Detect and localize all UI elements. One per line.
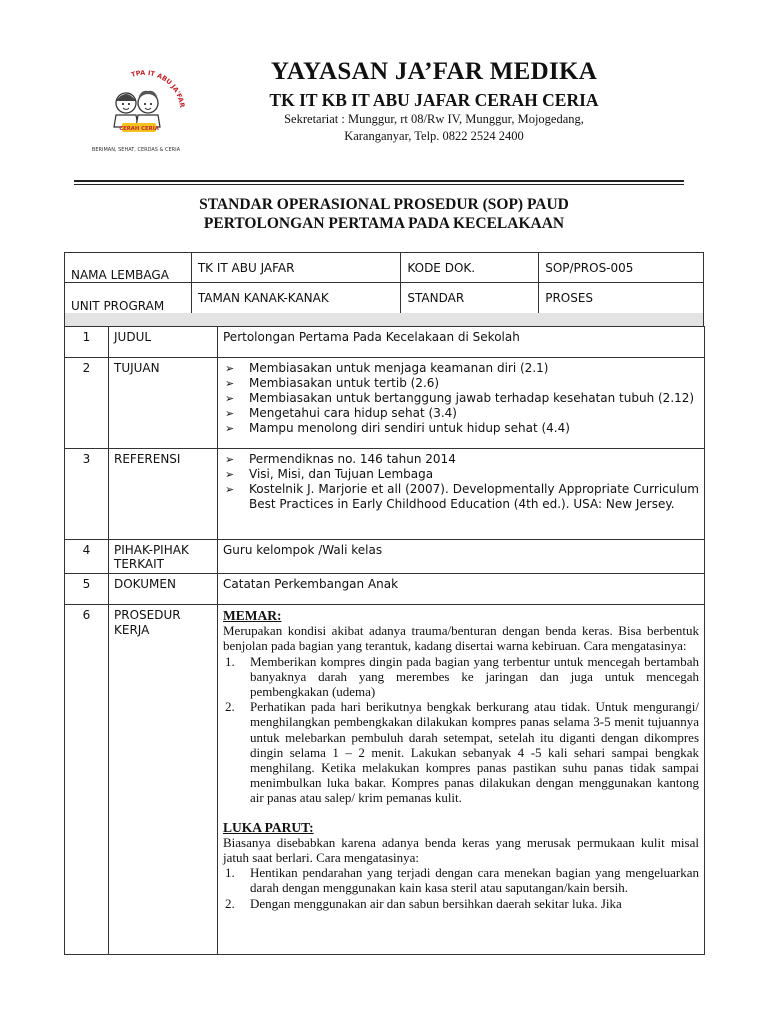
row-number: 1: [65, 327, 109, 358]
list-item: ➢ Mengetahui cara hidup sehat (3.4): [225, 406, 457, 420]
address-line-2: Karanganyar, Telp. 0822 2524 2400: [344, 129, 524, 143]
section-heading-memar: MEMAR:: [223, 608, 282, 623]
arrow-bullet-icon: ➢: [225, 422, 235, 435]
row-label-tujuan: TUJUAN: [109, 358, 218, 449]
row-label-dokumen: DOKUMEN: [109, 574, 218, 605]
row-label-referensi: REFERENSI: [109, 449, 218, 540]
row-text-judul: Pertolongan Pertama Pada Kecelakaan di Sekolah: [218, 327, 705, 358]
info-value-standar: PROSES: [539, 283, 704, 314]
address: [200, 111, 668, 145]
sop-table: [64, 326, 705, 955]
list-item: ➢ Visi, Misi, dan Tujuan Lembaga: [225, 467, 434, 481]
header-rule-thin: [74, 184, 684, 185]
arrow-bullet-icon: ➢: [225, 468, 235, 481]
document-title-line-1: STANDAR OPERASIONAL PROSEDUR (SOP) PAUD: [199, 196, 569, 213]
section-heading-luka-parut: LUKA PARUT:: [223, 819, 314, 835]
list-item: 2. Dengan menggunakan air dan sabun bersihkan daerah sekitar luka. Jika: [225, 895, 622, 911]
list-item: 1. Hentikan pendarahan yang terjadi dengan cara menekan bagian yang mengeluarkan darah dengan menggunakan kain kasa steril atau saputangan/kain bersih.: [225, 865, 699, 896]
table-separator: [64, 313, 704, 326]
logo-motto: BERIMAN, SEHAT, CERDAS & CERIA: [91, 147, 181, 153]
arrow-bullet-icon: ➢: [225, 453, 235, 466]
table-row: [65, 449, 705, 540]
row-number: 5: [65, 574, 109, 605]
info-label-kode: KODE DOK.: [401, 253, 539, 283]
section-intro-memar: Merupakan kondisi akibat adanya trauma/benturan dengan benda keras. Bisa berbentuk benjolan pada bagian yang terantuk, kadang disertai warna kebiruan. Cara mengatasinya:: [223, 623, 699, 654]
info-value-kode: SOP/PROS-005: [539, 253, 704, 283]
list-item: ➢ Membiasakan untuk menjaga keamanan diri (2.1): [225, 361, 549, 375]
table-row: [65, 540, 705, 574]
row-text-dokumen: Catatan Perkembangan Anak: [218, 574, 705, 605]
arrow-bullet-icon: ➢: [225, 362, 235, 375]
table-row: [65, 358, 705, 449]
school-logo: [80, 63, 192, 163]
table-row: [65, 574, 705, 605]
info-value-unit: TAMAN KANAK-KANAK: [191, 283, 401, 314]
info-label-lembaga: NAMA LEMBAGA: [65, 253, 192, 283]
row-number: 6: [65, 605, 109, 955]
row-label-prosedur: PROSEDUR KERJA: [109, 605, 218, 955]
list-item: ➢ Membiasakan untuk tertib (2.6): [225, 376, 440, 390]
list-item: 2. Perhatikan pada hari berikutnya bengkak berkurang atau tidak. Untuk mengurangi/ menghilangkan pembengkakan dilakukan kompres panas selama 3-5 menit tujuannya untuk melebarkan pembuluh darah setempat, setelah itu diganti dengan dikompres dingin selama 1 – 2 menit. Lakukan sebanyak 4 -5 kali sehari sampai bengkak menghilang. Ketika melakukan kompres panas pastikan suhu panas tidak sampai menimbulkan luka bakar. Kompres panas dilakukan dengan menggunakan kantong air panas atau salep/ krim pemanas kulit.: [225, 699, 699, 806]
table-row: [65, 327, 705, 358]
arrow-bullet-icon: ➢: [225, 407, 235, 420]
row-number: 2: [65, 358, 109, 449]
school-name: TK IT KB IT ABU JAFAR CERAH CERIA: [269, 90, 599, 110]
row-text-pihak: Guru kelompok /Wali kelas: [218, 540, 705, 574]
document-title-line-2: PERTOLONGAN PERTAMA PADA KECELAKAAN: [203, 215, 565, 232]
info-label-standar: STANDAR: [401, 283, 539, 314]
info-label-unit: UNIT PROGRAM: [65, 283, 192, 314]
header-rule-thick: [74, 180, 684, 182]
table-row: [65, 605, 705, 955]
info-row: [65, 283, 704, 314]
children-icon: [114, 91, 160, 127]
logo-arc-text: TPA IT ABU JA'FAR: [130, 68, 187, 109]
row-label-judul: JUDUL: [109, 327, 218, 358]
row-list-referensi: [218, 449, 705, 540]
document-info-table: [64, 252, 704, 314]
arrow-bullet-icon: ➢: [225, 392, 235, 405]
list-item: ➢ Kostelnik J. Marjorie et all (2007). Developmentally Appropriate Curriculum Best Practices in Early Childhood Education (4th ed.). USA: New Jersey.: [225, 482, 699, 511]
procedure-content: [218, 605, 705, 955]
info-row: [65, 253, 704, 283]
arrow-bullet-icon: ➢: [225, 377, 235, 390]
row-label-pihak: PIHAK-PIHAK TERKAIT: [109, 540, 218, 574]
row-number: 4: [65, 540, 109, 574]
list-item: ➢ Permendiknas no. 146 tahun 2014: [225, 452, 456, 466]
section-intro-luka-parut: Biasanya disebabkan karena adanya benda keras yang merusak permukaan kulit misal jatuh saat berlari. Cara mengatasinya:: [223, 834, 699, 866]
logo-badge-text: CERAH CERIA: [119, 126, 159, 132]
row-list-tujuan: [218, 358, 705, 449]
list-item: 1. Memberikan kompres dingin pada bagian yang terbentur untuk mencegah bertambah banyaknya darah yang merembes ke jaringan dan juga untuk mencegah pembengkakan (udema): [225, 653, 699, 700]
arrow-bullet-icon: ➢: [225, 483, 235, 496]
list-item: ➢ Membiasakan untuk bertanggung jawab terhadap kesehatan tubuh (2.12): [225, 391, 695, 405]
address-line-1: Sekretariat : Munggur, rt 08/Rw IV, Munggur, Mojogedang,: [284, 112, 584, 126]
list-item: ➢ Mampu menolong diri sendiri untuk hidup sehat (4.4): [225, 421, 570, 435]
info-value-lembaga: TK IT ABU JAFAR: [191, 253, 401, 283]
org-name: YAYASAN JA’FAR MEDIKA: [270, 58, 598, 85]
row-number: 3: [65, 449, 109, 540]
